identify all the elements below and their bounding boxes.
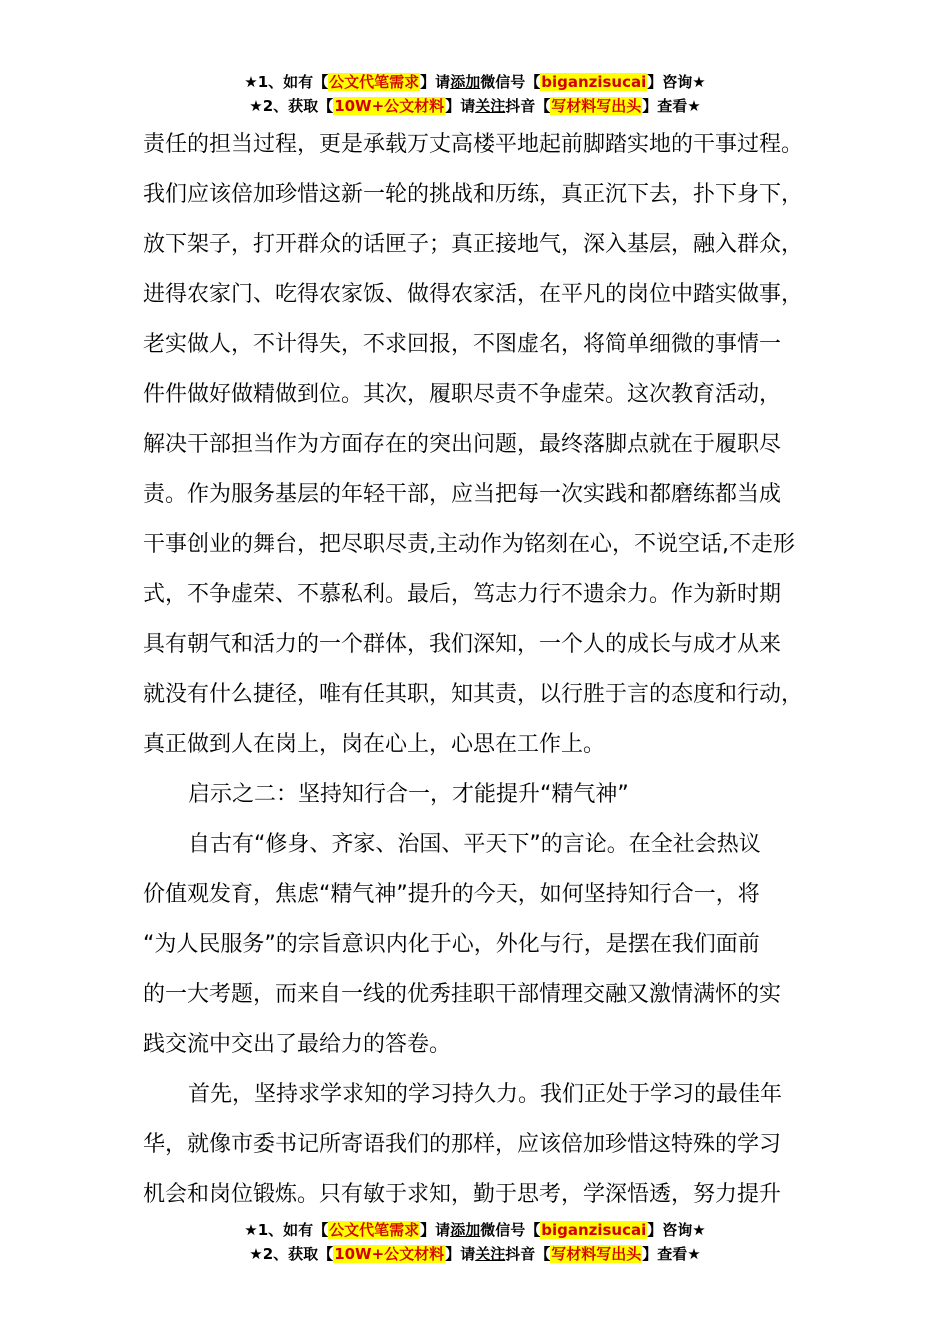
- body-line: 干事创业的舞台，把尽职尽责,主动作为铭刻在心，不说空话,不走形: [143, 532, 795, 557]
- banner-line-1: [0, 70, 950, 94]
- highlight-wechat-id: biganzisucai: [541, 73, 647, 91]
- banner-text: 】查看★: [642, 97, 701, 115]
- document-body: [143, 122, 833, 1222]
- banner-underlined-text: 关注: [475, 1245, 506, 1263]
- body-line: 件件做好做精做到位。其次，履职尽责不争虚荣。这次教育活动，: [143, 382, 782, 407]
- highlight-wechat-id: biganzisucai: [541, 1221, 647, 1239]
- banner-underlined-text: 添加: [450, 73, 481, 91]
- banner-text: 】咨询★: [647, 73, 706, 91]
- banner-text: 】请: [445, 1245, 476, 1263]
- body-line: 的一大考题，而来自一线的优秀挂职干部情理交融又激情满怀的实: [143, 982, 782, 1007]
- banner-text: 微信号【: [480, 73, 541, 91]
- banner-line-2: [0, 1242, 950, 1266]
- body-line: 老实做人，不计得失，不求回报，不图虚名，将简单细微的事情一: [143, 332, 782, 357]
- banner-text: ★2、获取【: [249, 97, 334, 115]
- highlight-materials: 10W+公文材料: [334, 1245, 445, 1263]
- body-line: 解决干部担当作为方面存在的突出问题，最终落脚点就在于履职尽: [143, 432, 782, 457]
- banner-line-1: [0, 1218, 950, 1242]
- section-heading: 启示之二：坚持知行合一，才能提升“精气神”: [188, 782, 629, 807]
- banner-text: 抖音【: [505, 1245, 551, 1263]
- banner-text: ★1、如有【: [244, 73, 329, 91]
- body-line: 责任的担当过程，更是承载万丈高楼平地起前脚踏实地的干事过程。: [143, 132, 804, 157]
- banner-text: 】请: [420, 1221, 451, 1239]
- body-line: 就没有什么捷径，唯有任其职，知其责，以行胜于言的态度和行动，: [143, 682, 804, 707]
- body-line: 华，就像市委书记所寄语我们的那样，应该倍加珍惜这特殊的学习: [143, 1132, 782, 1157]
- top-banner: [0, 70, 950, 118]
- banner-text: ★2、获取【: [249, 1245, 334, 1263]
- body-line: 真正做到人在岗上，岗在心上，心思在工作上。: [143, 732, 606, 757]
- banner-text: 】请: [445, 97, 476, 115]
- banner-text: ★1、如有【: [244, 1221, 329, 1239]
- banner-underlined-text: 关注: [475, 97, 506, 115]
- bottom-banner: [0, 1218, 950, 1266]
- body-line: 价值观发育，焦虑“精气神”提升的今天，如何坚持知行合一，将: [143, 882, 760, 907]
- banner-text: 微信号【: [480, 1221, 541, 1239]
- body-line: “为人民服务”的宗旨意识内化于心，外化与行，是摆在我们面前: [143, 932, 760, 957]
- body-line: 自古有“修身、齐家、治国、平天下”的言论。在全社会热议: [188, 832, 761, 857]
- body-line: 责。作为服务基层的年轻干部，应当把每一次实践和都磨练都当成: [143, 482, 782, 507]
- body-line: 我们应该倍加珍惜这新一轮的挑战和历练，真正沉下去，扑下身下，: [143, 182, 804, 207]
- body-line: 践交流中交出了最给力的答卷。: [143, 1032, 452, 1057]
- banner-text: 】咨询★: [647, 1221, 706, 1239]
- highlight-materials: 10W+公文材料: [334, 97, 445, 115]
- highlight-writing-service: 公文代笔需求: [329, 73, 420, 91]
- body-line: 机会和岗位锻炼。只有敏于求知，勤于思考，学深悟透，努力提升: [143, 1182, 782, 1207]
- banner-text: 抖音【: [505, 97, 551, 115]
- banner-underlined-text: 添加: [450, 1221, 481, 1239]
- body-line: 进得农家门、吃得农家饭、做得农家活，在平凡的岗位中踏实做事，: [143, 282, 804, 307]
- body-line: 式，不争虚荣、不慕私利。最后，笃志力行不遗余力。作为新时期: [143, 582, 782, 607]
- body-line: 放下架子，打开群众的话匣子；真正接地气，深入基层，融入群众，: [143, 232, 804, 257]
- banner-line-2: [0, 94, 950, 118]
- body-line: 具有朝气和活力的一个群体，我们深知，一个人的成长与成才从来: [143, 632, 782, 657]
- highlight-writing-service: 公文代笔需求: [329, 1221, 420, 1239]
- body-line: 首先，坚持求学求知的学习持久力。我们正处于学习的最佳年: [188, 1082, 783, 1107]
- banner-text: 】请: [420, 73, 451, 91]
- banner-text: 】查看★: [642, 1245, 701, 1263]
- highlight-douyin-account: 写材料写出头: [551, 97, 642, 115]
- highlight-douyin-account: 写材料写出头: [551, 1245, 642, 1263]
